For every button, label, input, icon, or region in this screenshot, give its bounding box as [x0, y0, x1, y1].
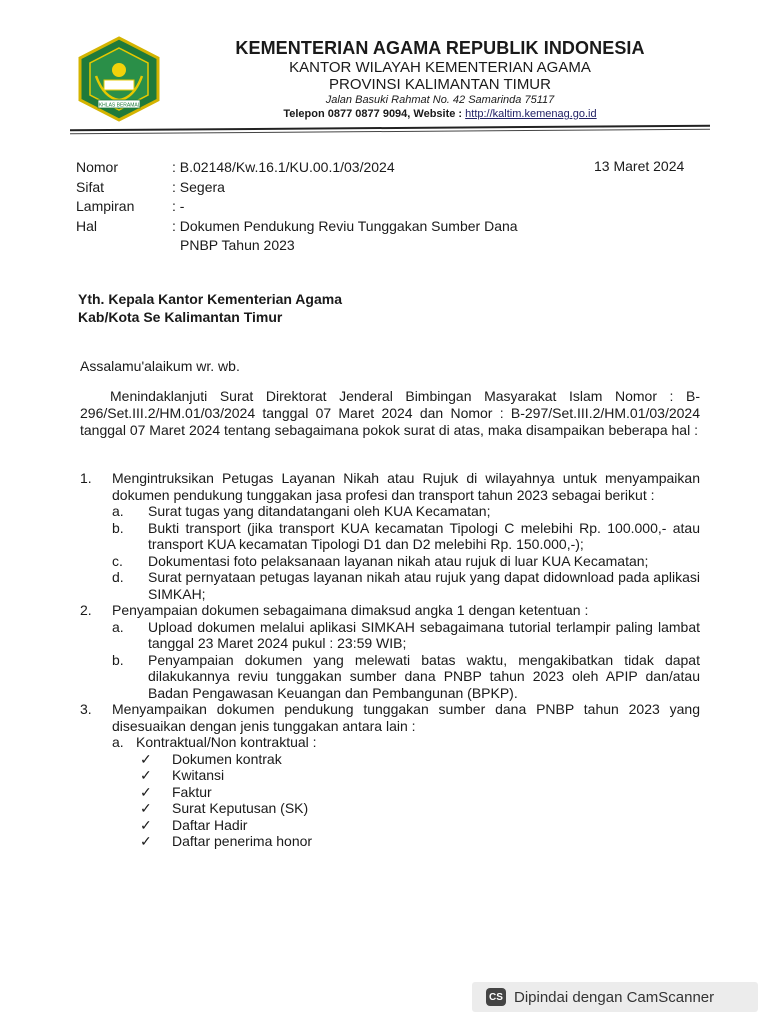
svg-text:IKHLAS BERAMAL: IKHLAS BERAMAL: [97, 102, 141, 109]
province-name: PROVINSI KALIMANTAN TIMUR: [329, 76, 551, 93]
sub-item: d. Surat pernyataan petugas layanan nikah atau rujuk yang dapat didownload pada aplikasi SIMKAH;: [112, 569, 700, 602]
meta-label: Sifat: [76, 178, 105, 195]
sub-item: b. Penyampaian dokumen yang melewati batas waktu, mengakibatkan tidak dapat dilakukannya reviu tunggakan sumber dana PNBP tahun 2023 oleh APIP dan/atau Badan Pengawasan Keuangan dan Pembangunan (BPKP).: [112, 651, 700, 701]
camscanner-icon: CS: [486, 988, 506, 1006]
letter-date: 13 Maret 2024: [594, 158, 685, 174]
checklist-item: ✓ Dokumen kontrak: [140, 750, 282, 767]
meta-value: : B.02148/Kw.16.1/KU.00.1/03/2024: [172, 159, 395, 175]
sub-item: a. Upload dokumen melalui aplikasi SIMKAH sebagaimana tutorial terlampir paling lambat tanggal 23 Maret 2024 pukul : 23:59 WIB;: [112, 618, 700, 651]
checklist-item: ✓ Daftar Hadir: [140, 816, 248, 833]
meta-value: : Segera: [172, 178, 225, 195]
office-name: KANTOR WILAYAH KEMENTERIAN AGAMA: [289, 59, 591, 76]
check-icon: ✓: [140, 750, 152, 767]
item-number: 1.: [80, 470, 92, 486]
meta-label: Lampiran: [76, 198, 135, 214]
website-link[interactable]: http://kaltim.kemenag.go.id: [465, 108, 597, 120]
checklist-item: ✓ Daftar penerima honor: [140, 833, 313, 849]
address: Jalan Basuki Rahmat No. 42 Samarinda 75117: [325, 94, 555, 106]
recipient-line: Kab/Kota Se Kalimantan Timur: [78, 309, 283, 325]
sub-item: a. Kontraktual/Non kontraktual :: [112, 734, 317, 750]
check-icon: ✓: [140, 783, 152, 800]
letterhead: [180, 38, 700, 121]
item-text: Menyampaikan dokumen pendukung tunggakan sumber dana PNBP tahun 2023 yang disesuaikan dengan jenis tunggakan antara lain :: [112, 701, 700, 734]
contact-line: [180, 107, 700, 121]
item-number: 3.: [80, 701, 92, 717]
check-icon: ✓: [140, 833, 152, 849]
meta-row-sifat: [76, 178, 696, 198]
list-item: [80, 602, 700, 701]
intro-paragraph: Menindaklanjuti Surat Direktorat Jenderal Bimbingan Masyarakat Islam Nomor : B-296/Set.III.2/HM.01/03/2024 tanggal 07 Maret 2024 dan Nomor : B-297/Set.III.2/HM.01/03/2024 tanggal 07 Maret 2024 tentang sebagaimana pokok surat di atas, maka disampaikan beberapa hal :: [80, 388, 700, 438]
meta-row-hal: [76, 217, 696, 237]
watermark-text: Dipindai dengan CamScanner: [514, 988, 715, 1006]
checklist-item: ✓ Surat Keputusan (SK): [140, 800, 309, 816]
meta-value: : Dokumen Pendukung Reviu Tunggakan Sumber Dana: [172, 217, 518, 234]
list-item: [80, 470, 700, 602]
list-item: [80, 701, 700, 751]
sub-item: a. Surat tugas yang ditandatangani oleh KUA Kecamatan;: [112, 503, 491, 519]
meta-label: Nomor: [76, 159, 119, 175]
meta-row-lampiran: [76, 197, 696, 217]
meta-value: PNBP Tahun 2023: [180, 237, 295, 253]
numbered-list: [80, 470, 700, 850]
check-icon: ✓: [140, 800, 152, 816]
sub-item: b. Bukti transport (jika transport KUA kecamatan Tipologi C melebihi Rp. 100.000,- atau transport KUA kecamatan Tipologi D1 dan D2 melebihi Rp. 150.000,-);: [112, 519, 700, 552]
checklist-item: ✓ Kwitansi: [140, 767, 225, 783]
meta-label: Hal: [76, 217, 98, 234]
item-number: 2.: [80, 602, 92, 618]
checklist-item: ✓ Faktur: [140, 783, 212, 800]
item-text: Mengintruksikan Petugas Layanan Nikah atau Rujuk di wilayahnya untuk menyampaikan dokumen pendukung tunggakan jasa profesi dan transport tahun 2023 sebagai berikut :: [112, 470, 700, 503]
recipient-line: Yth. Kepala Kantor Kementerian Agama: [78, 291, 342, 307]
item-text: Penyampaian dokumen sebagaimana dimaksud angka 1 dengan ketentuan :: [112, 602, 589, 618]
sub-item: c. Dokumentasi foto pelaksanaan layanan nikah atau rujuk di luar KUA Kecamatan;: [112, 552, 649, 569]
kemenag-logo-icon: [74, 36, 164, 122]
phone-text: Telepon 0877 0877 9094, Website :: [283, 108, 466, 120]
check-icon: ✓: [140, 816, 152, 833]
meta-row-hal-cont: [76, 236, 696, 256]
org-name: KEMENTERIAN AGAMA REPUBLIK INDONESIA: [235, 38, 645, 58]
recipient: [78, 290, 342, 326]
meta-value: : -: [172, 198, 185, 214]
camscanner-watermark: [472, 982, 758, 1012]
check-icon: ✓: [140, 767, 152, 783]
greeting: Assalamu'alaikum wr. wb.: [80, 358, 240, 374]
